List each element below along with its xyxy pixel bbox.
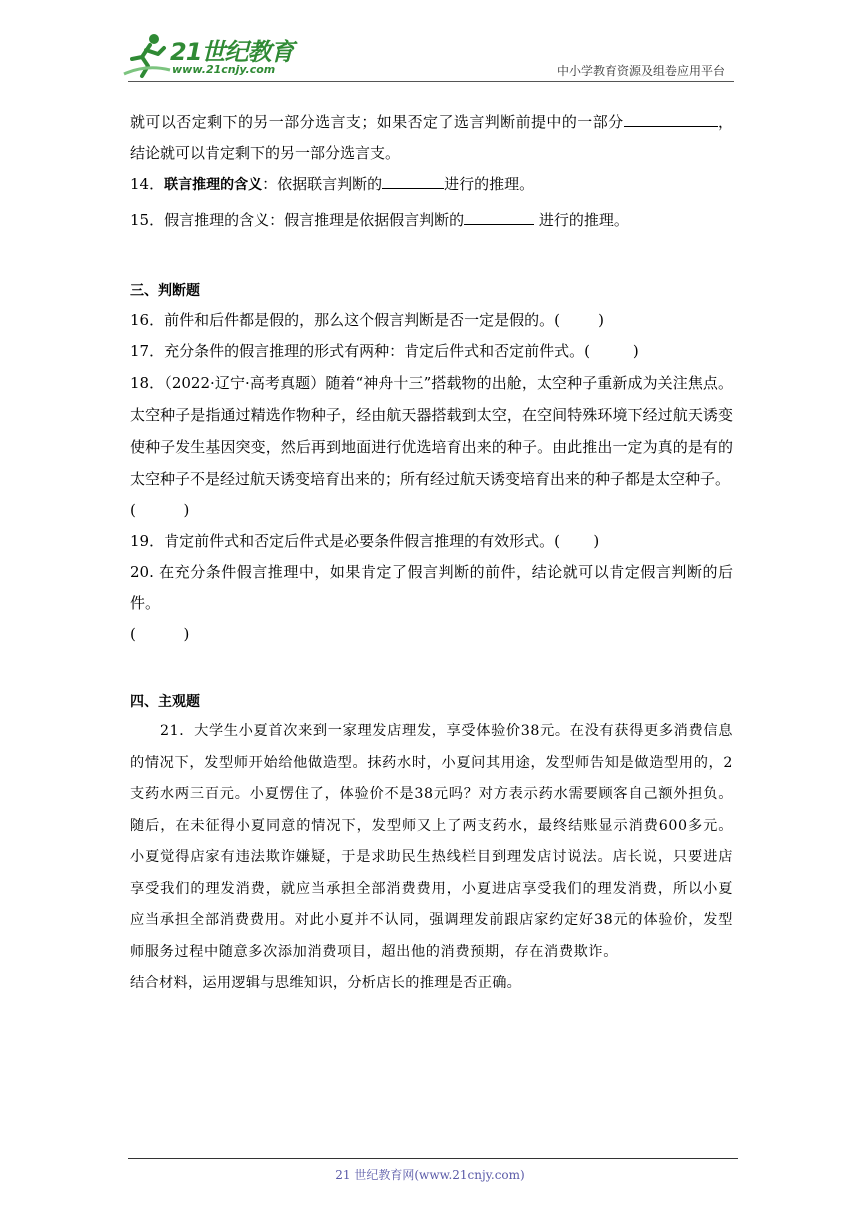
section-4-title: 四、主观题 [130,694,200,710]
section-3-title: 三、判断题 [130,283,200,299]
document-body [130,107,733,1000]
q17-text: 17．充分条件的假言推理的形式有两种：肯定后件式和否定前件式。( [130,342,590,360]
question-14 [130,169,733,201]
logo[interactable] [120,30,294,80]
header-divider [128,81,734,82]
spacer [130,236,733,277]
question-15 [130,205,733,236]
question-20: 20. 在充分条件假言推理中，如果肯定了假言判断的前件，结论就可以肯定假言判断的后件。 [130,563,733,612]
question-17 [130,336,733,367]
q19-answer-paren[interactable]: ) [559,532,600,550]
platform-name: 中小学教育资源及组卷应用平台 [556,64,725,78]
question-13-continued [130,107,733,169]
q14-text-b: 进行的推理。 [444,175,535,193]
q14-number: 14． [130,175,165,193]
question-18: 18．（2022·辽宁·高考真题）随着“神舟十三”搭载物的出舱，太空种子重新成为关注焦点。太空种子是指通过精选作物种子，经由航天器搭载到太空，在空间特殊环境下经过航天诱变使种子发生基因突变，然后再到地面进行优选培育出来的种子。由此推出一定为真的是有的太空种子不是经过航天诱变培育出来的；所有经过航天诱变培育出来的种子都是太空种子。 [130,374,733,488]
logo-text: 21世纪教育 [170,38,294,66]
question-16 [130,305,733,336]
q18-answer-paren[interactable]: ( ) [130,501,190,519]
q14-label: 联言推理的含义 [164,177,263,193]
page-header [0,0,860,90]
q13-text-a: 就可以否定剩下的另一部分选言支；如果否定了选言判断前提中的一部分 [130,113,624,131]
q15-text-a: 15．假言推理的含义：假言推理是依据假言判断的 [130,211,465,229]
question-21: 21．大学生小夏首次来到一家理发店理发，享受体验价38元。在没有获得更多消费信息的情况下，发型师开始给他做造型。抹药水时，小夏问其用途，发型师告知是做造型用的，2支药水两三百元。小夏愣住了，体验价不是38元吗？对方表示药水需要顾客自己额外担负。随后，在未征得小夏同意的情况下，发型师又上了两支药水，最终结账显示消费600多元。小夏觉得店家有违法欺诈嫌疑，于是求助民生热线栏目到理发店讨说法。店长说，只要进店享受我们的理发消费，就应当承担全部消费费用，小夏进店享受我们的理发消费，所以小夏应当承担全部消费费用。对此小夏并不认同，强调理发前跟店家约定好38元的体验价，发型师服务过程中随意多次添加消费项目，超出他的消费预期，存在消费欺诈。 [130,723,733,960]
q13-text-b: ，结论就可以肯定剩下的另一部分选言支。 [130,113,733,162]
answer-blank[interactable] [624,111,718,127]
footer-divider [128,1158,738,1159]
q16-text: 16．前件和后件都是假的，那么这个假言判断是否一定是假的。( [130,311,560,329]
answer-blank[interactable] [464,209,534,225]
q15-text-b: 进行的推理。 [534,211,629,229]
spacer [130,650,733,688]
q20-answer-paren[interactable]: ( ) [130,625,190,643]
question-21-task: 结合材料，运用逻辑与思维知识，分析店长的推理是否正确。 [130,975,522,991]
q19-text: 19．肯定前件式和否定后件式是必要条件假言推理的有效形式。( [130,532,560,550]
runner-logo-icon [120,30,172,80]
q17-answer-paren[interactable]: ) [589,342,639,360]
question-19 [130,526,733,557]
q14-text-a: ：依据联言判断的 [262,175,383,193]
logo-url: www.21cnjy.com [172,63,276,76]
answer-blank[interactable] [382,173,444,189]
footer-link[interactable]: 21 世纪教育网(www.21cnjy.com) [335,1168,525,1182]
q16-answer-paren[interactable]: ) [559,311,604,329]
